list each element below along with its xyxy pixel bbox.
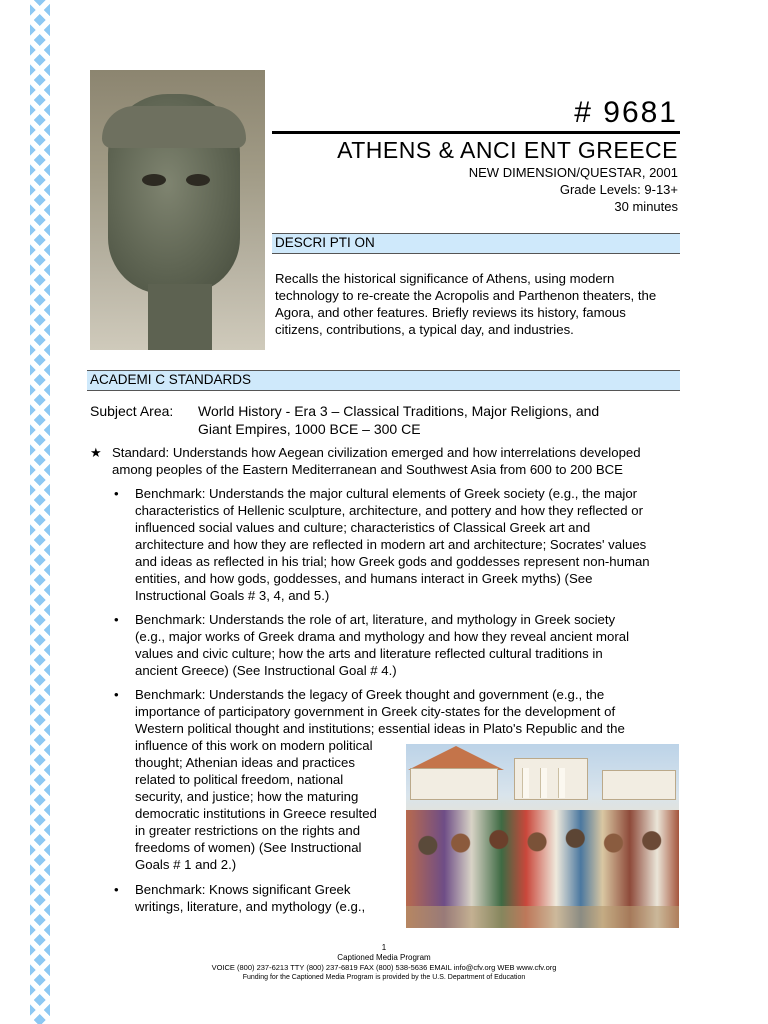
benchmark-text	[135, 485, 650, 604]
benchmark-line: thought; Athenian ideas and practices	[135, 755, 355, 770]
program-name: Captioned Media Program	[337, 953, 431, 962]
benchmark-line: Benchmark: Understands the major cultural elements of Greek society (e.g., the major	[135, 486, 638, 501]
subject-area-value	[198, 402, 678, 438]
contact-line: VOICE (800) 237-6213 TTY (800) 237-6819 FAX (800) 538-5636 EMAIL info@cfv.org WEB www.cfv.org	[211, 963, 557, 972]
benchmark-line: and ideas as reflected in his trial; how Greek gods and goddesses represent non-human	[135, 554, 650, 569]
benchmark-line: security, and justice; how the maturing	[135, 789, 359, 804]
description-line: Recalls the historical significance of Athens, using modern	[275, 271, 615, 286]
benchmark-line: Goals # 1 and 2.)	[135, 857, 237, 872]
benchmark-text	[135, 881, 405, 915]
standard-line: Standard: Understands how Aegean civilization emerged and how interrelations developed	[112, 445, 641, 460]
bullet-icon: •	[114, 486, 119, 501]
bullet-icon: •	[114, 882, 119, 897]
bullet-icon: •	[114, 612, 119, 627]
benchmark-line: influence of this work on modern political	[135, 738, 373, 753]
greek-agora-illustration	[406, 744, 679, 928]
video-number: # 9681	[574, 96, 678, 129]
bust-neck-shape	[148, 284, 212, 350]
benchmark-line: Benchmark: Understands the legacy of Greek thought and government (e.g., the	[135, 687, 605, 702]
page-number: 1	[381, 943, 387, 952]
benchmark-line: influenced social values and culture; characteristics of Classical Greek art and	[135, 520, 591, 535]
description-line: Agora, and other features. Briefly reviews its history, famous	[275, 305, 626, 320]
decorative-border-strip	[30, 0, 50, 1024]
scene-roof-shape	[408, 746, 504, 770]
benchmark-line: (e.g., major works of Greek drama and mythology and how they reveal ancient moral	[135, 629, 630, 644]
benchmark-line: values and civic culture; how the arts and literature reflected cultural traditions in	[135, 646, 603, 661]
benchmark-line: entities, and how gods, goddesses, and humans interact in Greek myths) (See	[135, 571, 593, 586]
bullet-icon: •	[114, 687, 119, 702]
benchmark-line: Instructional Goals # 3, 4, and 5.)	[135, 588, 330, 603]
description-line: citizens, contributions, a typical day, and industries.	[275, 322, 574, 337]
bust-eye-right	[186, 174, 210, 186]
standard-line: among peoples of the Eastern Mediterranean and Southwest Asia from 600 to 200 BCE	[112, 462, 623, 477]
scene-column-shape	[540, 768, 547, 798]
subject-area-label: Subject Area:	[90, 403, 174, 419]
video-title: ATHENS & ANCI ENT GREECE	[337, 137, 678, 163]
charioteer-bust-image	[90, 70, 265, 350]
bust-eye-left	[142, 174, 166, 186]
scene-ground-shape	[406, 906, 679, 928]
benchmark-text	[135, 611, 629, 679]
academic-standards-heading: ACADEMI C STANDARDS	[87, 370, 680, 391]
benchmark-line: importance of participatory government in Greek city-states for the development of	[135, 704, 616, 719]
subject-line: World History - Era 3 – Classical Traditions, Major Religions, and	[198, 403, 600, 419]
producer-line: NEW DIMENSION/QUESTAR, 2001	[468, 165, 678, 180]
benchmark-line: Western political thought and institutions; essential ideas in Plato's Republic and the	[135, 721, 625, 736]
description-text	[275, 270, 656, 338]
description-heading: DESCRI PTI ON	[272, 233, 680, 254]
benchmark-line: writings, literature, and mythology (e.g.,	[135, 899, 366, 914]
description-line: technology to re-create the Acropolis and Parthenon theaters, the	[275, 288, 657, 303]
benchmark-line: related to political freedom, national	[135, 772, 344, 787]
benchmark-line: architecture and how they are reflected in modern art and architecture; Socrates' values	[135, 537, 647, 552]
scene-building-shape	[602, 770, 676, 800]
standard-text	[112, 444, 641, 478]
subject-line: Giant Empires, 1000 BCE – 300 CE	[198, 421, 421, 437]
benchmark-line: Benchmark: Understands the role of art, literature, and mythology in Greek society	[135, 612, 616, 627]
benchmark-line: democratic institutions in Greece resulted	[135, 806, 377, 821]
star-icon: ★	[90, 445, 102, 460]
scene-column-shape	[522, 768, 529, 798]
benchmark-line: ancient Greece) (See Instructional Goal # 4.)	[135, 663, 397, 678]
funding-line: Funding for the Captioned Media Program is provided by the U.S. Department of Education	[242, 974, 526, 981]
benchmark-line: freedoms of women) (See Instructional	[135, 840, 362, 855]
scene-building-shape	[410, 768, 498, 800]
duration-line: 30 minutes	[614, 199, 678, 214]
title-rule	[272, 131, 680, 134]
benchmark-line: in greater restrictions on the rights and	[135, 823, 361, 838]
benchmark-line: Benchmark: Knows significant Greek	[135, 882, 351, 897]
grade-levels-line: Grade Levels: 9-13+	[559, 182, 678, 197]
scene-column-shape	[558, 768, 565, 798]
benchmark-line: characteristics of Hellenic sculpture, architecture, and pottery and how they reflected or	[135, 503, 643, 518]
bust-headband-shape	[102, 106, 246, 148]
